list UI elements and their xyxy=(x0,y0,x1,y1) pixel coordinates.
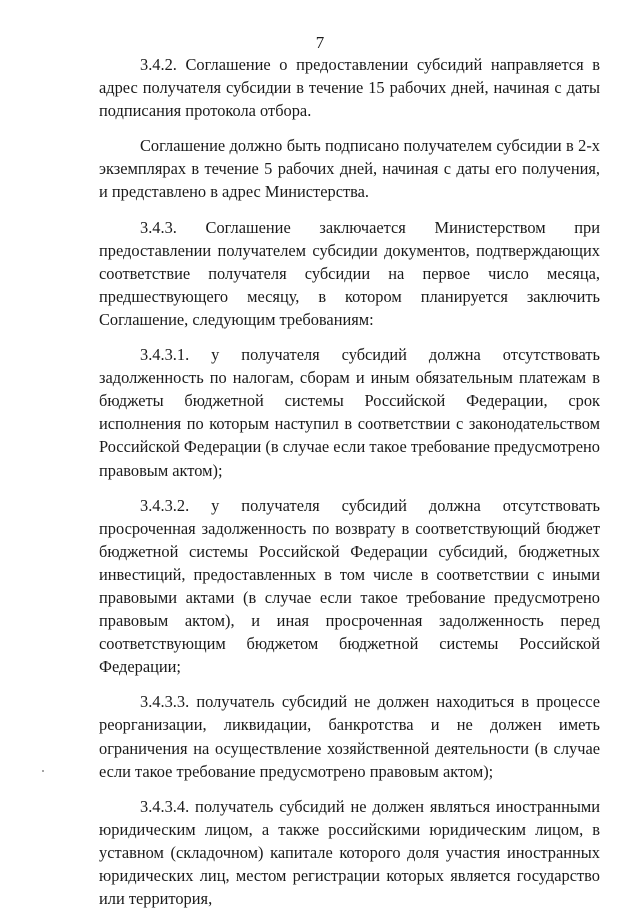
paragraph-3-4-3-2: 3.4.3.2. у получателя субсидий должна отсутствовать просроченная задолженность по возврату в соответствующий бюджет бюджетной системы Российской Федерации субсидий, бюджетных инвестиций, предоставленных в том числе в соответствии с иными правовыми актами (в случае если такое требование предусмотрено правовым актом), и иная просроченная задолженность перед соответствующим бюджетом бюджетной системы Российской Федерации; xyxy=(99,495,600,677)
paragraph-3-4-3-3: 3.4.3.3. получатель субсидий не должен находиться в процессе реорганизации, ликвидации, банкротства и не должен иметь ограничения на осуществление хозяйственной деятельности (в случае если такое требование предусмотрено правовым актом); xyxy=(99,692,600,781)
paragraph-agreement-signing: Соглашение должно быть подписано получателем субсидии в 2-х экземплярах в течение 5 рабочих дней, начиная с даты его получения, и представлено в адрес Министерства. xyxy=(99,136,600,202)
paragraph-3-4-2: 3.4.2. Соглашение о предоставлении субсидий направляется в адрес получателя субсидии в течение 15 рабочих дней, начиная с даты подписания протокола отбора. xyxy=(99,55,600,121)
paragraph-3-4-3: 3.4.3. Соглашение заключается Министерством при предоставлении получателем субсидии документов, подтверждающих соответствие получателя субсидии на первое число месяца, предшествующего месяцу, в котором планируется заключить Соглашение, следующим требованиям: xyxy=(99,217,600,329)
scan-speck xyxy=(42,770,44,772)
page-number: 7 xyxy=(315,33,325,52)
paragraph-3-4-3-1: 3.4.3.1. у получателя субсидий должна отсутствовать задолженность по налогам, сборам и иным обязательным платежам в бюджеты бюджетной системы Российской Федерации, срок исполнения по которым наступил в соответствии с законодательством Российской Федерации (в случае если такое требование предусмотрено правовым актом); xyxy=(99,345,600,480)
paragraph-3-4-3-4: 3.4.3.4. получатель субсидий не должен являться иностранными юридическим лицом, а также российскими юридическим лицом, в уставном (складочном) капитале которого доля участия иностранных юридических лиц, местом регистрации которых является государство или территория, xyxy=(99,796,600,909)
document-body xyxy=(99,53,600,910)
